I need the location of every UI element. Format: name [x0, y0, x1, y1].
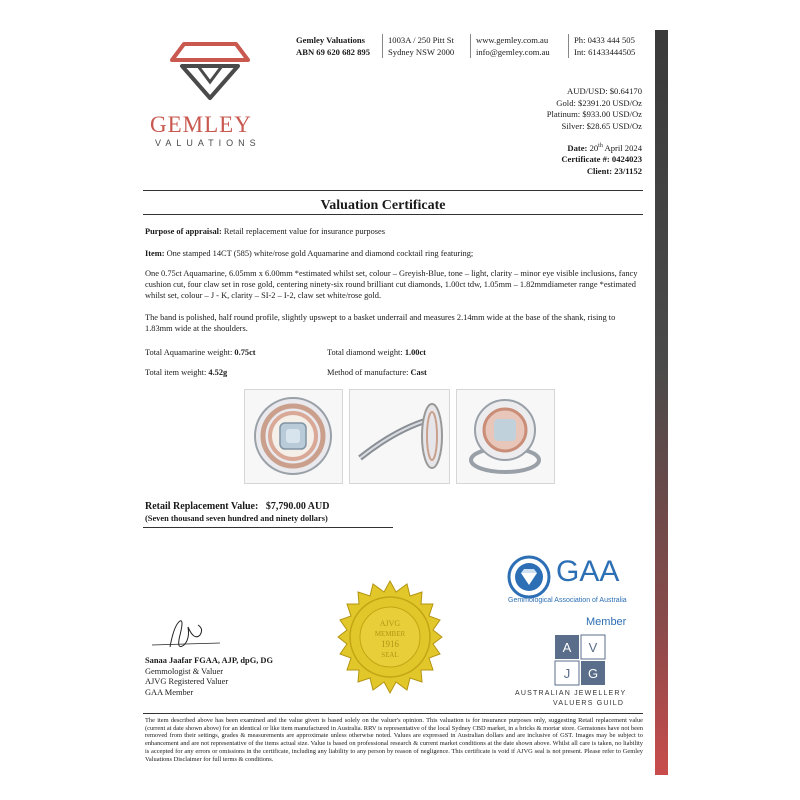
brand-subtitle: VALUATIONS [155, 138, 261, 148]
disclaimer-text: The item described above has been examined and the value given is based solely on the valuer's opinion. This valuation is for insurance purposes only, suggesting Retail replacement value (current at date shown above) for an identical or like item manufactured in Australia. RRV is representative of the local Sydney CBD market, in a bricks & mortar store. Gemstones have not been removed from their settings, grades & measurements are approximate unless otherwise noted. Values are expressed in Australian dollars and are inclusive of GST. Images may be subject to enhancement and are not representative of the items actual size. Value is based on professional research & current market conditions at the date shown above. Whilst all care is taken, no liability is accepted for any errors or omissions in the certificate, including any liability to any person by reason of negligence. This certificate is void if AJVG seal is not present. Please refer to Gemley Valuations Disclaimer for full terms & conditions. [145, 717, 643, 763]
spec-label: Total item weight: [145, 368, 207, 377]
spec-label: Total Aquamarine weight: [145, 348, 233, 357]
metal-rates [547, 86, 642, 132]
ring-photo-top-view[interactable] [244, 389, 343, 484]
signer-role-1: Gemmologist & Valuer [145, 666, 224, 676]
ring-angled-image [457, 390, 554, 483]
value-underline [143, 527, 393, 528]
header-divider [382, 34, 383, 58]
gaa-full-name: Gemmological Association of Australia [508, 597, 627, 604]
ring-photo-angled-view[interactable] [456, 389, 555, 484]
brand-name: GEMLEY [150, 112, 252, 137]
rate-silver: Silver: $28.65 USD/Oz [561, 120, 642, 131]
gaa-name: GAA [556, 555, 620, 588]
header-address-block [388, 34, 454, 58]
title-rule-top [143, 190, 643, 191]
signature-icon [150, 615, 240, 655]
gaa-member-label: Member [586, 616, 627, 628]
phone-number: Ph: 0433 444 505 [574, 35, 635, 45]
company-abn: ABN 69 620 682 895 [296, 47, 371, 57]
item-label: Item: [145, 249, 165, 258]
purpose-line [145, 226, 640, 237]
signer-role-2: AJVG Registered Valuer [145, 677, 229, 686]
rate-audusd: AUD/USD: $0.64170 [567, 86, 642, 96]
certificate-label: Certificate #: [561, 154, 610, 165]
spec-label: Total diamond weight: [327, 348, 403, 357]
seal-line-2: MEMBER [374, 630, 406, 638]
certificate-number: 0424023 [611, 154, 642, 165]
rate-platinum: Platinum: $933.00 USD/Oz [546, 109, 642, 119]
retail-value-line [145, 501, 329, 512]
client-number: 23/1152 [614, 165, 642, 176]
side-accent-bar [655, 30, 668, 775]
header-contact-block [476, 34, 550, 58]
ajvg-name-line-1: AUSTRALIAN JEWELLERY [515, 690, 627, 697]
document-title: Valuation Certificate [320, 198, 446, 213]
spec-item-weight [145, 367, 325, 378]
gem-logo-icon [170, 40, 250, 102]
spec-label: Method of manufacture: [327, 368, 409, 377]
date-rest: April 2024 [602, 142, 642, 153]
ajvg-letter-j: J [563, 666, 571, 681]
spec-diamond-weight [327, 347, 527, 358]
retail-value-words: (Seven thousand seven hundred and ninety dollars) [145, 514, 328, 523]
purpose-text: Retail replacement value for insurance purposes [223, 227, 386, 236]
company-name: Gemley Valuations [296, 35, 365, 45]
address-line-2: Sydney NSW 2000 [388, 47, 455, 57]
signer-name: Sanaa Jaafar FGAA, AJP, dpG, DG [145, 656, 273, 665]
spec-manufacture-method [327, 367, 527, 378]
stone-description: One 0.75ct Aquamarine, 6.05mm x 6.00mm *estimated whilst set, colour – Greyish-Blue, tone – light, clarity – minor eye visible inclusions, fancy cushion cut, four claw set in rose gold, centering ninety-six round brilliant cut diamonds, 1.00ct tdw, 1.05mm – 1.82mmdiameter range *estimated whilst set, colour – J - K, clarity – SI-2 – I-2, claw set white/rose gold. [145, 269, 638, 300]
item-line [145, 248, 640, 259]
title-rule-bottom [143, 214, 643, 215]
client-label: Client: [586, 165, 613, 176]
ajvg-letter-g: G [587, 666, 599, 681]
signer-role-3: GAA Member [145, 687, 194, 697]
ajvg-name-line-2: VALUERS GUILD [553, 700, 625, 707]
disclaimer-rule [143, 713, 643, 714]
spec-value: 1.00ct [404, 348, 426, 357]
date-label: Date: [567, 142, 588, 153]
ajvg-seal-icon [332, 580, 448, 696]
date-suffix: th [598, 143, 603, 149]
ajvg-letter-a: A [562, 640, 572, 655]
seal-line-3: 1916 [381, 639, 399, 649]
spec-aquamarine-weight [145, 347, 325, 358]
ring-photo-side-view[interactable] [349, 389, 450, 484]
rate-gold: Gold: $2391.20 USD/Oz [556, 97, 642, 108]
purpose-label: Purpose of appraisal: [145, 227, 222, 236]
email-link[interactable]: info@gemley.com.au [476, 47, 550, 57]
ring-top-image [245, 390, 342, 483]
ajvg-logo-icon [554, 634, 606, 686]
signer-block [145, 656, 273, 698]
gaa-logo-icon [505, 555, 553, 599]
ring-side-image [350, 390, 449, 483]
website-link[interactable]: www.gemley.com.au [476, 35, 549, 45]
seal-line-4: SEAL [381, 651, 399, 659]
date-day: 20 [589, 142, 599, 153]
item-text: One stamped 14CT (585) white/rose gold Aquamarine and diamond cocktail ring featuring; [166, 249, 474, 258]
intl-phone-number: Int: 61433444505 [574, 47, 636, 57]
address-line-1: 1003A / 250 Pitt St [388, 35, 454, 45]
header-divider [470, 34, 471, 58]
header-divider [568, 34, 569, 58]
header-phone-block [574, 34, 635, 58]
seal-line-1: AJVG [379, 619, 401, 628]
spec-value: 4.52g [208, 368, 228, 377]
header-company-block [296, 34, 370, 58]
ajvg-letter-v: V [588, 640, 598, 655]
certificate-meta [561, 141, 642, 177]
retail-value-amount: $7,790.00 AUD [265, 501, 330, 512]
spec-value: 0.75ct [234, 348, 256, 357]
band-description: The band is polished, half round profile, slightly upswept to a basket underrail and measures 2.14mm wide at the base of the shank, rising to 1.83mm wide at the shoulders. [145, 313, 616, 333]
retail-value-label: Retail Replacement Value: [145, 501, 259, 512]
spec-value: Cast [410, 368, 427, 377]
